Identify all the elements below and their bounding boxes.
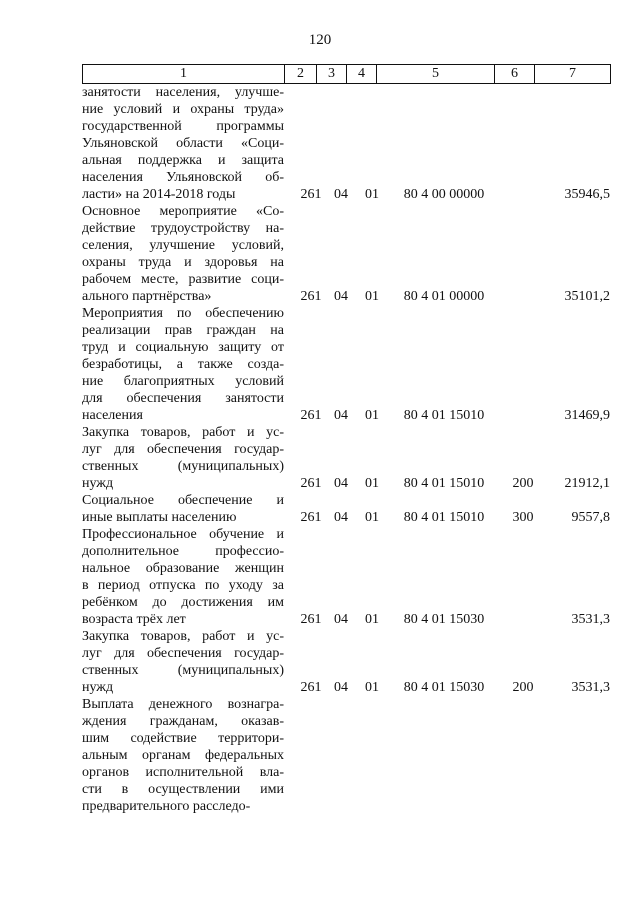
description-line: луг для обеспечения государ- [82,646,284,661]
expense-type-code: 300 [512,510,534,525]
description-line: в период отпуска по уходу за [82,578,284,593]
description-line: ального партнёрства» [82,289,212,304]
description-line: ребёнком до достижения им [82,595,284,610]
description-line: сти в осуществлении ими [82,782,284,797]
page-number: 120 [308,32,332,48]
expense-type-code: 200 [512,476,534,491]
subsection-code: 01 [365,289,379,304]
description-line: Выплата денежного вознагра- [82,697,284,712]
column-header-table [82,64,611,84]
table-row [82,696,610,815]
department-code: 261 [300,408,322,423]
column-header-cell: 2 [285,65,317,84]
amount: 21912,1 [564,476,610,491]
section-code: 04 [334,187,348,202]
description-line: Профессиональное обучение и [82,527,284,542]
description-line: безработицы, а также созда- [82,357,284,372]
row-description [82,696,284,815]
target-article-code: 80 4 00 00000 [403,187,485,202]
department-code: 261 [300,187,322,202]
amount: 3531,3 [571,612,610,627]
description-line: населения Ульяновской об- [82,170,284,185]
description-line: дополнительное профессио- [82,544,284,559]
description-line: нальное образование женщин [82,561,284,576]
column-header-cell: 3 [317,65,347,84]
row-description [82,492,284,526]
row-description [82,526,284,628]
column-header-row [83,65,611,84]
section-code: 04 [334,680,348,695]
column-header-cell: 6 [495,65,535,84]
description-line: действие трудоустройству на- [82,221,284,236]
amount: 9557,8 [571,510,610,525]
section-code: 04 [334,612,348,627]
description-line: Закупка товаров, работ и ус- [82,629,284,644]
description-line: ласти» на 2014-2018 годы [82,187,236,202]
description-line: Мероприятия по обеспечению [82,306,284,321]
description-line: рабочем месте, развитие соци- [82,272,284,287]
amount: 3531,3 [571,680,610,695]
description-line: селения, улучшение условий, [82,238,284,253]
description-line: ние благоприятных условий [82,374,284,389]
description-line: охраны труда и здоровья на [82,255,284,270]
row-description [82,203,284,305]
section-code: 04 [334,289,348,304]
description-line: ние условий и охраны труда» [82,102,284,117]
department-code: 261 [300,289,322,304]
amount: 31469,9 [564,408,610,423]
description-line: ждения гражданам, оказав- [82,714,284,729]
expense-type-code: 200 [512,680,534,695]
description-line: ственных (муниципальных) [82,459,284,474]
row-description [82,84,284,203]
description-line: реализации прав граждан на [82,323,284,338]
subsection-code: 01 [365,187,379,202]
column-header-cell: 1 [83,65,285,84]
target-article-code: 80 4 01 15010 [403,510,485,525]
section-code: 04 [334,510,348,525]
department-code: 261 [300,510,322,525]
column-header-cell: 7 [535,65,611,84]
department-code: 261 [300,680,322,695]
column-header-cell: 4 [347,65,377,84]
table-row [82,492,610,526]
budget-table-body [82,84,610,815]
table-row [82,628,610,696]
description-line: для обеспечения занятости [82,391,284,406]
description-line: альным органам федеральных [82,748,284,763]
description-line: луг для обеспечения государ- [82,442,284,457]
row-description [82,424,284,492]
table-row [82,526,610,628]
description-line: нужд [82,680,114,695]
description-line: Социальное обеспечение и [82,493,284,508]
target-article-code: 80 4 01 00000 [403,289,485,304]
table-row [82,424,610,492]
table-row [82,84,610,203]
subsection-code: 01 [365,680,379,695]
description-line: предварительного расследо- [82,799,251,814]
target-article-code: 80 4 01 15030 [403,612,485,627]
column-header-cell: 5 [377,65,495,84]
department-code: 261 [300,476,322,491]
target-article-code: 80 4 01 15010 [403,476,485,491]
description-line: Ульяновской области «Соци- [82,136,284,151]
subsection-code: 01 [365,510,379,525]
table-row [82,203,610,305]
subsection-code: 01 [365,476,379,491]
amount: 35101,2 [564,289,610,304]
description-line: нужд [82,476,114,491]
target-article-code: 80 4 01 15010 [403,408,485,423]
description-line: государственной программы [82,119,284,134]
description-line: Закупка товаров, работ и ус- [82,425,284,440]
department-code: 261 [300,612,322,627]
description-line: труд и социальную защиту от [82,340,284,355]
description-line: органов исполнительной вла- [82,765,284,780]
table-row [82,305,610,424]
row-description [82,305,284,424]
description-line: возраста трёх лет [82,612,186,627]
description-line: шим содействие территори- [82,731,284,746]
section-code: 04 [334,476,348,491]
description-line: альная поддержка и защита [82,153,284,168]
row-description [82,628,284,696]
amount: 35946,5 [564,187,610,202]
subsection-code: 01 [365,612,379,627]
description-line: Основное мероприятие «Со- [82,204,284,219]
target-article-code: 80 4 01 15030 [403,680,485,695]
section-code: 04 [334,408,348,423]
subsection-code: 01 [365,408,379,423]
description-line: населения [82,408,143,423]
description-line: занятости населения, улучше- [82,85,284,100]
description-line: иные выплаты населению [82,510,237,525]
description-line: ственных (муниципальных) [82,663,284,678]
